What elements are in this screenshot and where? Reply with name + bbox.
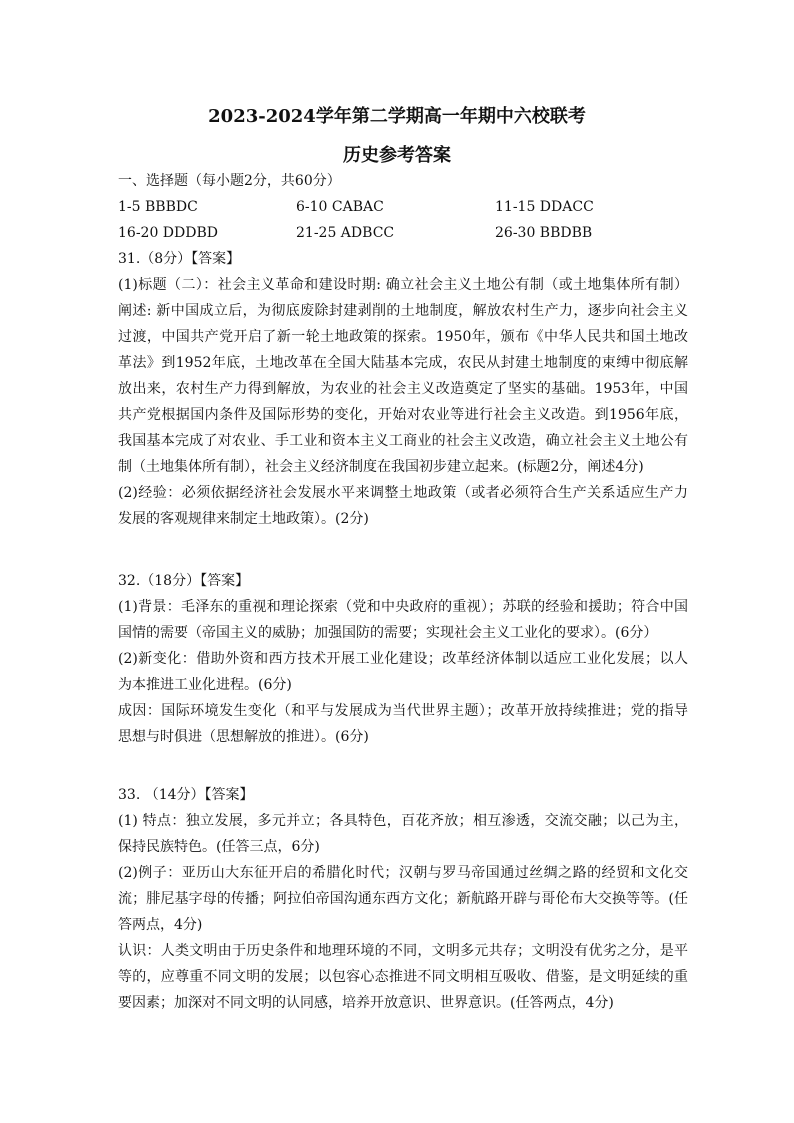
q33-line: 保持民族特色。(任答三点，6分) — [118, 839, 320, 855]
q33-line: (2)例子：亚历山大东征开启的希腊化时代；汉朝与罗马帝国通过丝绸之路的经贸和文化交 — [118, 865, 688, 881]
q31-line: 我国基本完成了对农业、手工业和资本主义工商业的社会主义改造，确立社会主义土地公有 — [118, 433, 688, 449]
q31-line: 放出来，农村生产力得到解放，为农业的社会主义改造奠定了坚实的基础。1953年，中国 — [118, 381, 688, 397]
q33-header: 33. （14分）【答案】 — [118, 787, 254, 803]
q32-line: 成因：国际环境发生变化（和平与发展成为当代世界主题）；改革开放持续推进；党的指导 — [118, 703, 688, 719]
q32-line: 为本推进工业化进程。(6分) — [118, 677, 292, 693]
q31-line: (1)标题（二）：社会主义革命和建设时期: 确立社会主义土地公有制（或土地集体所有制） — [118, 277, 688, 293]
q31-line: 发展的客观规律来制定土地政策）。(2分) — [118, 511, 369, 527]
q33-line: 答两点，4分) — [118, 917, 203, 933]
q33-line: 要因素；加深对不同文明的认同感，培养开放意识、世界意识。(任答两点，4分) — [118, 995, 614, 1011]
q31-line: 革法》到1952年底，土地改革在全国大陆基本完成，农民从封建土地制度的束缚中彻底解 — [118, 355, 688, 371]
answer-group: 1-5 BBBDC — [118, 199, 198, 215]
q33-line: 认识：人类文明由于历史条件和地理环境的不同，文明多元共存；文明没有优劣之分，是平 — [118, 943, 688, 959]
q32-line: (2)新变化：借助外资和西方技术开展工业化建设；改革经济体制以适应工业化发展；以人 — [118, 651, 688, 667]
answer-group: 21-25 ADBCC — [296, 225, 395, 241]
answer-row — [118, 220, 688, 246]
q33-line: (1) 特点：独立发展，多元并立；各具特色，百花齐放；相互渗透，交流交融；以己为主， — [118, 813, 688, 829]
q32-header: 32.（18分）【答案】 — [118, 573, 250, 589]
answer-group: 6-10 CABAC — [296, 199, 384, 215]
q33-line: 流；腓尼基字母的传播；阿拉伯帝国沟通东西方文化；新航路开辟与哥伦布大交换等等。(任 — [118, 891, 688, 907]
document-title: 2023-2024学年第二学期高一年期中六校联考 — [208, 106, 586, 127]
q31-line: (2)经验：必须依据经济社会发展水平来调整土地政策（或者必须符合生产关系适应生产力 — [118, 485, 688, 501]
q31-header: 31.（8分）【答案】 — [118, 251, 241, 267]
q32-line: 国情的需要（帝国主义的威胁；加强国防的需要；实现社会主义工业化的要求）。(6分） — [118, 625, 658, 641]
q32-line: (1)背景：毛泽东的重视和理论探索（党和中央政府的重视）；苏联的经验和援助；符合中国 — [118, 599, 688, 615]
q31-line: 共产党根据国内条件及国际形势的变化，开始对农业等进行社会主义改造。到1956年底， — [118, 407, 688, 423]
q32-line: 思想与时俱进（思想解放的推进）。(6分) — [118, 729, 369, 745]
section-heading-multiple-choice: 一、选择题（每小题2分，共60分） — [118, 173, 341, 189]
answer-group: 26-30 BBDBB — [495, 225, 593, 241]
answer-row — [118, 194, 688, 220]
q33-line: 等的，应尊重不同文明的发展；以包容心态推进不同文明相互吸收、借鉴，是文明延续的重 — [118, 969, 688, 985]
q31-line: 制（土地集体所有制），社会主义经济制度在我国初步建立起来。(标题2分，阐述4分) — [118, 459, 644, 475]
answer-group: 11-15 DDACC — [495, 199, 594, 215]
document-subtitle: 历史参考答案 — [343, 145, 451, 166]
q31-line: 过渡，中国共产党开启了新一轮土地政策的探索。1950年，颁布《中华人民共和国土地改 — [118, 329, 688, 345]
q31-line: 阐述: 新中国成立后，为彻底废除封建剥削的土地制度，解放农村生产力，逐步向社会主义 — [118, 303, 688, 319]
answer-group: 16-20 DDDBD — [118, 225, 218, 241]
